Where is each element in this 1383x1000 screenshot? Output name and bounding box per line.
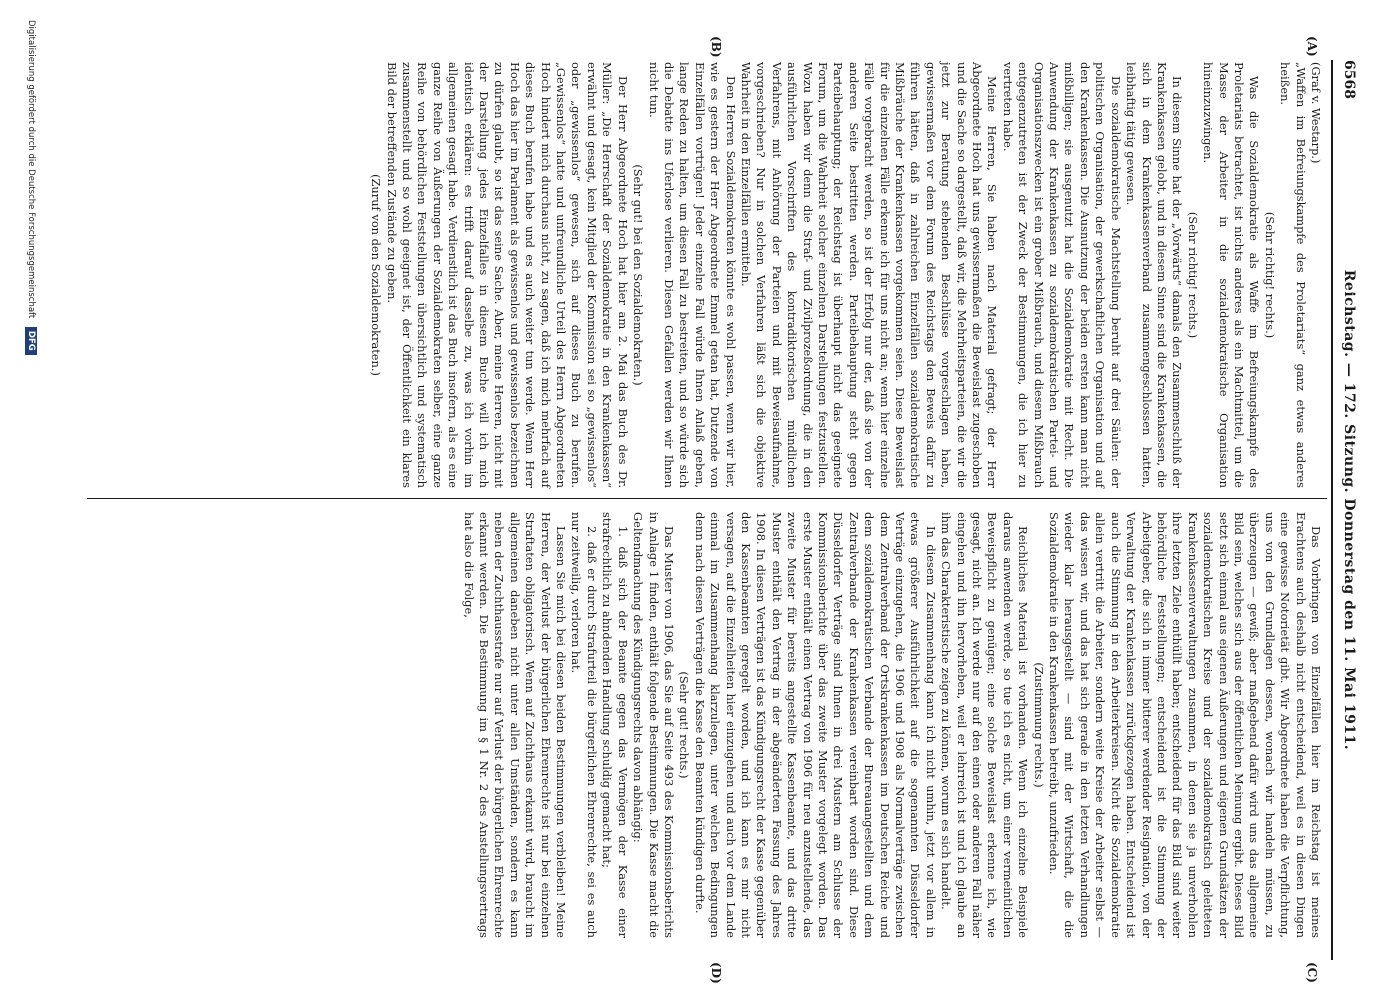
running-head: Reichstag. — 172. Sitzung. Donnerstag den 11. Mai 1911. bbox=[1341, 269, 1357, 751]
left-column bbox=[368, 62, 1323, 488]
paragraph: Der Herr Abgeordnete Hoch hat hier am 2. Mai das Buch des Dr. Müller: „Die Herrschaft der Sozialdemokratie in den Krankenkassen“ erwähnt und gesagt, kein Mitglied der Kommission sei so „gewissenlos“ oder „gewissenlos“ gewesen, sich auf dieses Buch zu berufen. „Gewissenlos“ hatte und unfreundliche Urteil des Herrn Abgeordneten Hoch hindert mich durchaus nicht, zu sagen, daß ich mich mehrfach auf dieses Buch berufen habe und es auch weiter tun werde. Wenn Herr Hoch das hier im Parlament als gewissenlos und gewissenlos bezeichnen zu dürfen glaubt, so ist das seine Sache. Aber, meine Herren, nicht mit der Darstellung jedes Einzelfalles in diesem Buche will ich mich identisch erklären: es trifft darauf dasselbe zu, was ich vorhin im allgemeinen gesagt habe. Verdienstlich ist das Buch insofern, als es eine ganze Reihe von Äußerungen der Sozialdemokraten selber, eine ganze Reihe von behördlichen Feststellungen übersichtlich und systematisch zusammenstellt und so wohl geeignet ist, der Öffentlichkeit ein klares Bild der betreffenden Zustände zu geben. bbox=[384, 62, 630, 488]
digitization-notice: Digitalisierung gefördert durch die Deutsche Forschungsgemeinschaft bbox=[26, 20, 36, 319]
margin-mark-a: (A) bbox=[1305, 36, 1319, 57]
paragraph: Lassen Sie mich bei diesen beiden Bestimmungen verbleiben! Meine Herren, der Verlust der bürgerlichen Ehrenrechte ist nur bei einzelnen Straftaten obligatorisch. Wenn auf Zuchthaus erkannt wird, braucht im allgemeinen daneben nicht unter allen Umständen, sondern es kann neben der Zuchthausstrafe nur auf Verlust der bürgerlichen Ehrenrechte erkannt werden. Die Bestimmung im § 1 Nr. 2 des Anstellungsvertrags hat also die Folge, bbox=[461, 512, 569, 938]
paragraph: In diesem Sinne hat der „Vorwärts“ damals den Zusammenschluß der Krankenkassen gelobt, und in diesem Sinne sind die Krankenkassen, die sich in dem Krankenkassenverband zusammengeschlossen hatten, leibhaftig tätig gewesen. bbox=[1124, 62, 1185, 488]
dfg-logo: DFG bbox=[25, 327, 37, 355]
margin-mark-d: (D) bbox=[709, 962, 723, 984]
paragraph: Den Herren Sozialdemokraten könnte es wohl passen, wenn wir hier, wie es gestern der Herr Abgeordnete Emmel getan hat, Dutzende von Einzelfällen vortrügen! Jeder einzelne Fall würde Ihnen Anlaß geben, lange Reden zu halten, um diesen Fall zu bestreiten, und so würde sich die Debatte ins Uferlose verlieren. Diesen Gefallen werden wir Ihnen nicht tun. bbox=[646, 62, 738, 488]
list-item: 1. daß sich der Beamte gegen das Vermögen der Kasse einer strafrechtlich zu ahndenden Handlung schuldig gemacht hat; bbox=[600, 512, 630, 938]
interjection: (Zustimmung rechts.) bbox=[1031, 662, 1046, 788]
page-number: 6568 bbox=[1341, 60, 1357, 99]
paragraph: Das Muster von 1906, das Sie auf Seite 493 des Kommissionsberichts in Anlage 1 finden, enthält folgende Bestimmungen. Die Kasse macht die Geltendmachung des Kündigungsrechts davon abhängig: bbox=[631, 512, 676, 938]
paragraph: Reichliches Material ist vorhanden. Wenn ich einzelne Beispiele daraus anwenden werde, so tue ich es nicht, um einer vermeintlichen Beweispflicht zu genügen; eine solche Beweislast erkenne ich, wie gesagt, nicht an. Ich werde nur auf den einen oder anderen Fall näher eingehen und ihn hervorheben, weil er lehrreich ist und ich glaube an ihm das Charakteristische zeigen zu können, worum es sich handelt. bbox=[939, 512, 1031, 938]
list-item: 2. daß er durch Strafurteil die bürgerlichen Ehrenrechte, sei es auch nur zeitweilig, verloren hat. bbox=[569, 512, 599, 938]
margin-mark-b: (B) bbox=[709, 36, 723, 58]
right-column bbox=[460, 512, 1323, 938]
interjection: (Zuruf von den Sozialdemokraten.) bbox=[369, 174, 384, 376]
page-header bbox=[1333, 60, 1363, 960]
paragraph: Was die Sozialdemokratie als Waffe im Befreiungskampfe des Proletariats betrachtet, ist nichts anderes als ein Machtmittel, um die Masse der Arbeiter in die sozialdemokratische Organisation hineinzuzwingen. bbox=[1201, 62, 1262, 488]
interjection: (Sehr richtig! rechts.) bbox=[1262, 211, 1277, 339]
paragraph: „Waffen im Befreiungskampfe des Proletariats“ ganz etwas anderes heißen. bbox=[1278, 62, 1308, 488]
interjection: (Sehr gut! bei den Sozialdemokraten.) bbox=[631, 164, 646, 386]
interjection: (Sehr richtig! rechts.) bbox=[1185, 211, 1200, 339]
paragraph: Meine Herren, Sie haben nach Material gefragt; der Herr Abgeordnete Hoch hat uns gewissermaßen die Beweislast zugeschoben und die Sache so dargestellt, daß wir, die Mehrheitsparteien, die wir die jetzt zur Beratung stehenden Beschlüsse vorgeschlagen haben, gewissermaßen vor dem Forum des Reichstags den Beweis dafür zu führen hätten, daß in zahlreichen Einzelfällen sozialdemokratische Mißbräuche der Krankenkassen vorgekommen seien. Diese Beweislast für die einzelnen Fälle erkenne ich für uns nicht an; wenn hier einzelne Fälle vorgebracht werden, so ist der Erfolg nur der, daß sie von der anderen Seite bestritten werden. Parteibehauptung steht gegen Parteibehauptung; der Reichstag ist überhaupt nicht das geeignete Forum, um die Wahrheit solcher einzelnen Darstellungen festzustellen. Wozu haben wir denn die Straf- und Zivilprozeßordnung, die in den ausführlichen Vorschriften des kontradiktorischen mündlichen Verfahrens, mit Anhörung der Parteien und mit Beweisaufnahme, vorgeschrieben? Nur in solchen Verfahren läßt sich die objektive Wahrheit in den Einzelfällen ermitteln. bbox=[738, 62, 1000, 488]
header-rule bbox=[1331, 60, 1333, 960]
speaker-tag: (Graf v. Westarp.) bbox=[1309, 62, 1323, 164]
paragraph: Das Vorbringen von Einzelfällen hier im Reichstag ist meines Erachtens auch deshalb nicht entscheidend, weil es in diesen Dingen eine gewisse Notorietät gibt. Wir Abgeordnete haben die Verpflichtung, uns von den Grundlagen dessen, wonach wir handeln müssen, zu überzeugen — gewiß; aber maßgebend dafür wird uns das allgemeine Bild sein, welches sich aus der öffentlichen Meinung ergibt. Dieses Bild setzt sich einmal aus eigenen Äußerungen und eigenen Grundsätzen der sozialdemokratischen Kreise und der sozialdemokratisch geleiteten Krankenkassenverwaltungen zusammen, in denen sie ja unverhohlen ihre letzten Ziele enthüllt haben; entscheidend für das Bild sind weiter behördliche Feststellungen; entscheidend ist die Stimmung der Arbeitgeber, die sich in immer bitterer werdender Resignation, von der Verwaltung der Krankenkassen zurückgezogen haben. Entscheidend ist auch die Stimmung in den Arbeiterkreisen. Nicht die Sozialdemokratie allein vertritt die Arbeiter, sondern weite Kreise der Arbeiter selbst — das wissen wir, und das hat sich gerade in den letzten Verhandlungen wieder klar herausgestellt — sind mit der Wirtschaft, die die Sozialdemokratie in den Krankenkassen betreibt, unzufrieden. bbox=[1047, 512, 1323, 938]
paragraph: Die sozialdemokratische Machtstellung beruht auf drei Säulen: der politischen Organisation, der gewerkschaftlichen Organisation und auf den Krankenkassen. Die Ausnutzung der beiden ersten kann man nicht mißbilligen; sie ausgenutzt hat die Sozialdemokratie mit Recht. Die Anwendung der Krankenkassen zu sozialdemokratischen Partei- und Organisationszwecken ist ein grober Mißbrauch, und diesem Mißbrauch entgegenzutreten ist der Zweck der Bestimmungen, die ich hier zu vertreten habe. bbox=[1000, 62, 1123, 488]
interjection: (Sehr gut! rechts.) bbox=[677, 671, 692, 779]
margin-mark-c: (C) bbox=[1305, 962, 1319, 983]
paragraph: In diesem Zusammenhang kann ich nicht umhin, jetzt vor allem in etwas größerer Ausführlichkeit auf die sogenannten Düsseldorfer Verträge einzugehen, die 1906 und 1908 als Normalverträge zwischen dem Zentralverband der Ortskrankenkassen im Deutschen Reiche und dem sozialdemokratischen Verbande der Bureauangestellten und dem Zentralverbande der Krankenkassen vereinbart worden sind. Diese Düsseldorfer Verträge sind Ihnen in drei Mustern am Schlusse der Kommissionsberichte über das zweite Muster vorgelegt worden. Das erste Muster enthält einen Vertrag von 1906 für neu anzustellende, das zweite Muster für bereits angestellte Kassenbeamte, und das dritte Muster enthält den Vertrag in der abgeänderten Fassung des Jahres 1908. In diesen Verträgen ist das Kündigungsrecht der Kasse gegenüber den Kassenbeamten geregelt worden, und ich kann es mir nicht versagen, auf die Einzelheiten hier einzugehen und auch vor dem Lande einmal im Zusammenhang klarzulegen, unter welchen Bedingungen denn nach diesen Verträgen die Kasse den Beamten kündigen durfte. bbox=[692, 512, 938, 938]
digitization-footer bbox=[13, 20, 37, 980]
column-divider bbox=[87, 498, 1327, 499]
